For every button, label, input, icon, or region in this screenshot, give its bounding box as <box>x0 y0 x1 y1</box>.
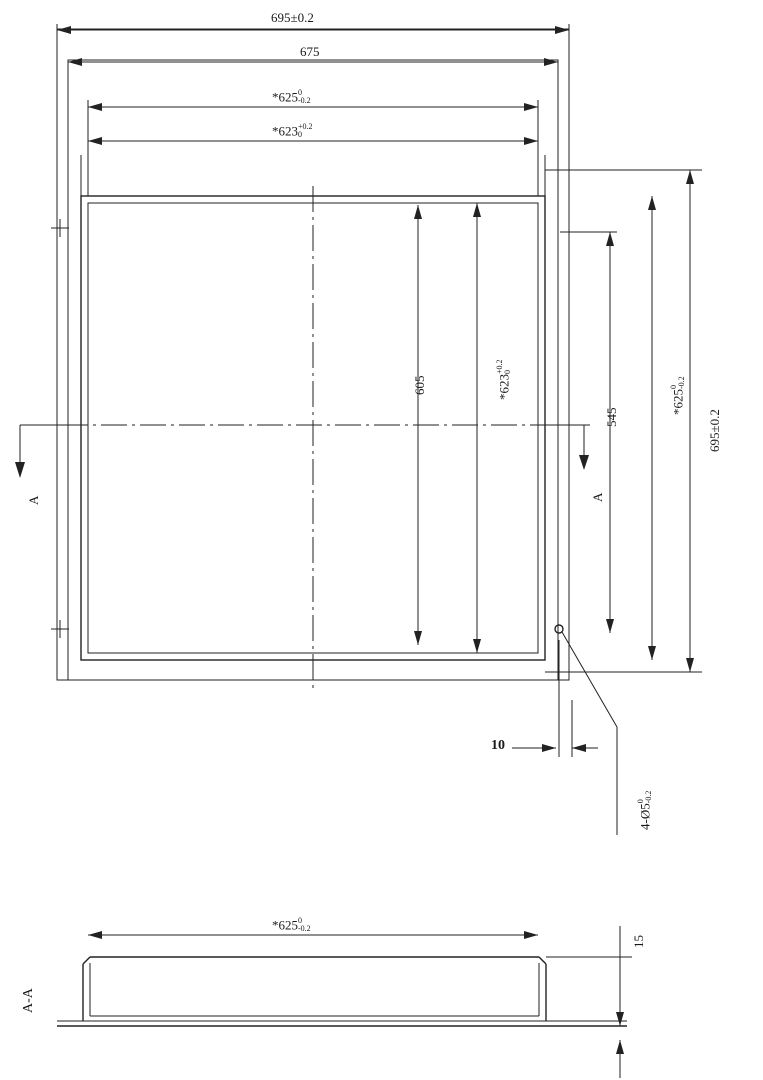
dim-vert-625-upper: 0 <box>669 385 678 389</box>
dim-top-623-lower: 0 <box>298 130 302 140</box>
dim-section-625 <box>272 917 311 934</box>
dim-top-695: 695±0.2 <box>271 10 314 25</box>
dim-vert-623-prefix: * <box>496 393 512 400</box>
dim-section-625-prefix: * <box>272 917 279 933</box>
dim-top-625-lower: -0.2 <box>298 96 311 106</box>
dim-section-15: 15 <box>631 935 646 948</box>
dim-vert-605: 605 <box>412 375 427 395</box>
dim-vert-625-lower: -0.2 <box>677 376 687 389</box>
section-view-title: A-A <box>21 988 36 1013</box>
dim-section-625-lower: -0.2 <box>298 924 311 934</box>
dim-vert-623 <box>496 359 513 400</box>
dim-vert-625-value: 625 <box>670 389 686 409</box>
dim-top-623-upper: +0.2 <box>298 122 313 131</box>
dim-hole-symbol: Ø <box>637 809 653 820</box>
dim-vert-625-prefix: * <box>670 408 686 415</box>
dim-vert-623-lower: 0 <box>503 370 513 374</box>
dim-top-675: 675 <box>300 44 320 59</box>
dim-top-625-value: 625 <box>278 89 298 105</box>
dim-vert-545: 545 <box>604 407 619 427</box>
dim-top-623-value: 623 <box>278 123 298 139</box>
dim-top-625-upper: 0 <box>298 88 302 97</box>
dim-hole-upper: 0 <box>636 799 645 804</box>
section-arrow-label-right: A <box>590 492 605 502</box>
dim-vert-623-value: 623 <box>496 374 512 394</box>
dim-hole-offset-10: 10 <box>491 738 505 753</box>
dim-section-625-upper: 0 <box>298 916 302 925</box>
section-arrow-label-left: A <box>26 495 41 505</box>
dim-top-623-prefix: * <box>272 123 279 139</box>
dim-section-625-value: 625 <box>278 917 298 933</box>
dim-top-625-prefix: * <box>272 89 279 105</box>
dim-top-625 <box>272 89 311 106</box>
dim-vert-623-upper: +0.2 <box>495 359 504 374</box>
dim-vert-625 <box>670 376 687 415</box>
dim-hole-count: 4 <box>637 823 653 830</box>
dim-top-623 <box>272 123 313 140</box>
dim-vert-695: 695±0.2 <box>707 409 722 452</box>
dim-hole-value: 5 <box>637 803 653 810</box>
dim-hole-callout: 4-Ø5 0 -0.2 <box>636 790 654 830</box>
dim-hole-lower: -0.2 <box>644 790 654 804</box>
